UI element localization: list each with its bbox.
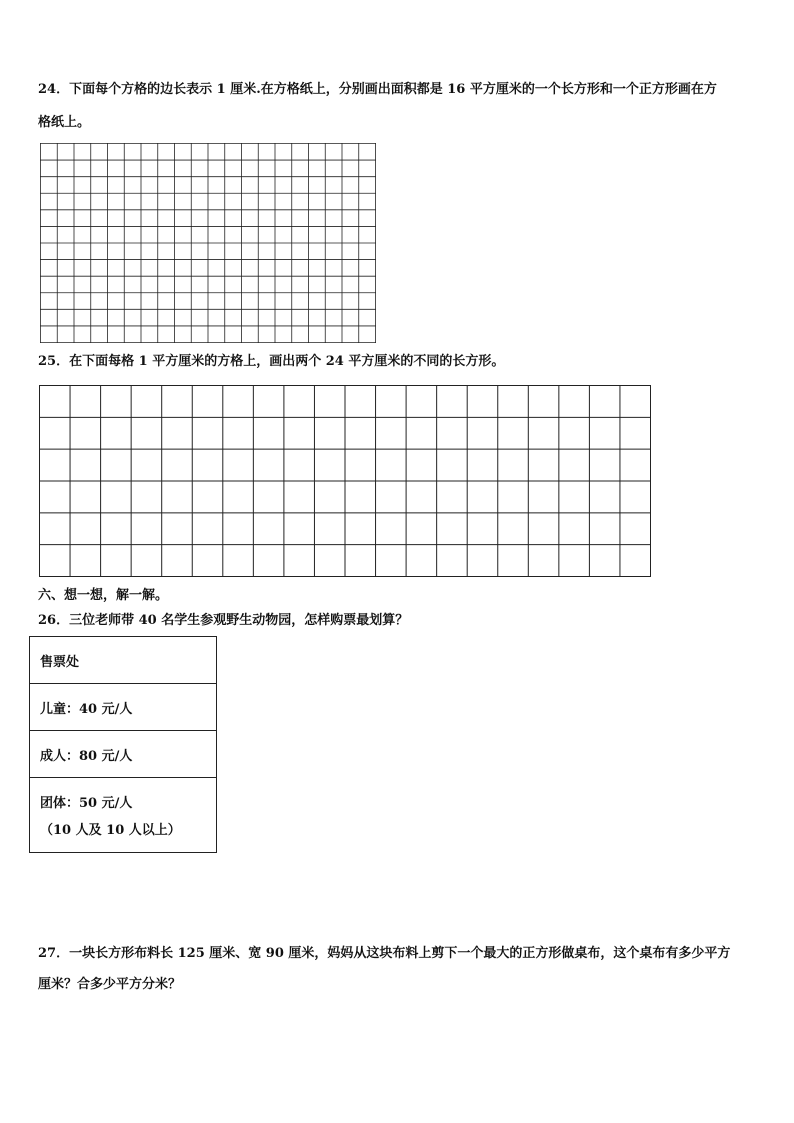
q24-line2: 格纸上。 <box>38 115 91 130</box>
group-price: 团体：50 元/人 <box>40 796 133 811</box>
q27-line2: 厘米？合多少平方分米？ <box>38 977 182 992</box>
q25-grid[interactable] <box>39 385 651 577</box>
q27-line1: 27．一块长方形布料长 125 厘米、宽 90 厘米，妈妈从这块布料上剪下一个最大的正方形做桌布，这个桌布有多少平方 <box>38 946 731 961</box>
q24-line1: 24．下面每个方格的边长表示 1 厘米.在方格纸上，分别画出面积都是 16 平方厘米的一个长方形和一个正方形画在方 <box>38 82 717 97</box>
q24-grid[interactable] <box>40 143 376 343</box>
child-price: 儿童：40 元/人 <box>30 684 217 731</box>
group-price-note: （10 人及 10 人以上） <box>40 823 181 838</box>
ticket-office-header: 售票处 <box>30 637 217 684</box>
q26-text: 26．三位老师带 40 名学生参观野生动物园，怎样购票最划算？ <box>38 613 409 628</box>
ticket-price-table <box>29 636 217 853</box>
group-price-cell <box>30 778 217 853</box>
section6-title: 六、想一想，解一解。 <box>38 588 169 603</box>
q25-text: 25．在下面每格 1 平方厘米的方格上，画出两个 24 平方厘米的不同的长方形。 <box>38 354 505 369</box>
adult-price: 成人：80 元/人 <box>30 731 217 778</box>
